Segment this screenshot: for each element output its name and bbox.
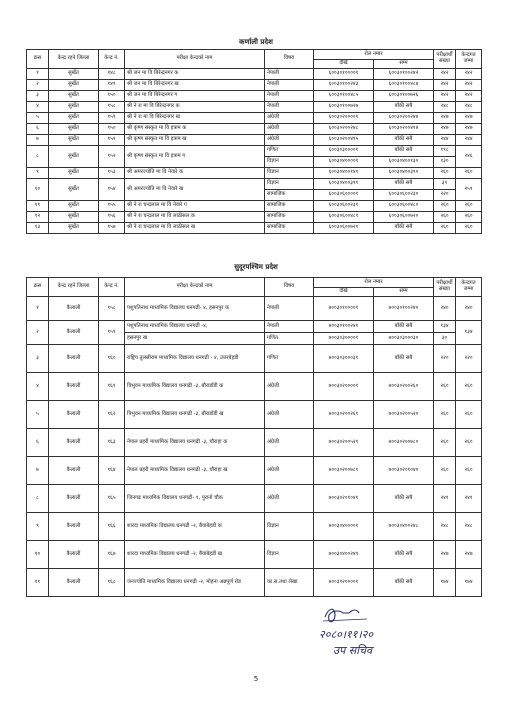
header-roll-to: सम्म bbox=[374, 288, 434, 297]
cell-examinees: २६० bbox=[434, 201, 456, 212]
cell-centre-name: शारदा माध्यमिक विद्यालय धनगढी -२, बैयाबेहडी ख bbox=[125, 541, 265, 569]
cell-subject: सामाजिक bbox=[265, 212, 314, 223]
cell-district: कैलाली bbox=[49, 541, 99, 569]
cell-centre-name: श्री ने रा चन्द्रलाल मा वि नेवारे ग bbox=[125, 201, 265, 212]
cell-centre-no: १६७ bbox=[99, 541, 125, 569]
cell-centre-no: १५९ bbox=[99, 321, 125, 345]
cell-examinees: १७४ bbox=[434, 569, 456, 597]
cell-roll-from: ६००३०२००२४८ bbox=[314, 124, 374, 135]
cell-examinees: २४२ bbox=[434, 80, 456, 91]
cell-examinees: २६० bbox=[434, 168, 456, 179]
cell-roll-to: बाँकी सबै bbox=[374, 541, 434, 569]
cell-subject: नेपाली bbox=[265, 321, 314, 333]
cell-roll-from: ६००३०१००४८५ bbox=[314, 91, 374, 102]
cell-district: कैलाली bbox=[49, 345, 99, 373]
table-row bbox=[27, 80, 482, 91]
cell-roll-from: ७००३०२००२६१ bbox=[314, 401, 374, 429]
cell-roll-to: ७००३०२०१०४० bbox=[374, 457, 434, 485]
table-row bbox=[27, 297, 482, 321]
cell-roll-to: ६००३०१००२४२ bbox=[374, 69, 434, 80]
cell-roll-from: ६००३०४००००१ bbox=[314, 157, 374, 168]
header-centre-total: केन्द्रगत जम्मा bbox=[456, 50, 482, 69]
cell-subject: अंग्रेजी bbox=[265, 124, 314, 135]
cell-centre-name: हसनपुर ख bbox=[125, 333, 265, 345]
table-row bbox=[27, 179, 482, 190]
cell-roll-to: ७००३०३०००३० bbox=[374, 333, 434, 345]
cell-examinees: २४७ bbox=[434, 113, 456, 124]
cell-centre-name: श्री जन मा वि बिरेन्द्रनगर क bbox=[125, 69, 265, 80]
cell-district: सुर्खेत bbox=[49, 102, 99, 113]
cell-roll-to: ६००३०१००४८४ bbox=[374, 80, 434, 91]
cell-centre-no: १४९ bbox=[99, 80, 125, 91]
table-row bbox=[27, 69, 482, 80]
cell-centre-name: नेपाल प्रहरी माध्यमिक विद्यालय धनगढी -३, चौराहा क bbox=[125, 429, 265, 457]
cell-subject: विज्ञान bbox=[265, 541, 314, 569]
cell-centre-name: श्री कृष्ण संस्कृत मा वि इत्राम ग bbox=[125, 146, 265, 168]
cell-sn: ८ bbox=[27, 146, 49, 168]
cell-examinees: ३० bbox=[434, 333, 456, 345]
cell-centre-name: श्री जन मा वि बिरेन्द्रनगर ख bbox=[125, 80, 265, 91]
cell-examinees: १३४ bbox=[434, 321, 456, 333]
cell-district: कैलाली bbox=[49, 373, 99, 401]
cell-subject: अंग्रेजी bbox=[265, 135, 314, 146]
cell-district: कैलाली bbox=[49, 513, 99, 541]
cell-roll-from: ६००३०६००४८१ bbox=[314, 212, 374, 223]
sudurpaschim-centre-table bbox=[26, 277, 482, 597]
cell-centre-total: २४२ bbox=[456, 80, 482, 91]
cell-centre-name: राष्ट्रिय तुलसीराम माध्यमिक विद्यालय धनगढी - ४, उत्तरबेहडी bbox=[125, 345, 265, 373]
cell-subject: गणित bbox=[265, 333, 314, 345]
table-row bbox=[27, 201, 482, 212]
cell-centre-total: २४२ bbox=[456, 91, 482, 102]
cell-subject: अंग्रेजी bbox=[265, 485, 314, 513]
cell-roll-to: बाँकी सबै bbox=[374, 135, 434, 146]
cell-subject: सामाजिक bbox=[265, 190, 314, 201]
cell-district: सुर्खेत bbox=[49, 69, 99, 80]
header-centre-no: केन्द्र नं. bbox=[99, 278, 125, 297]
signature-date: २०८०।११।२० bbox=[319, 628, 374, 641]
table-row bbox=[27, 541, 482, 569]
cell-centre-total: २४१ bbox=[456, 485, 482, 513]
cell-district: कैलाली bbox=[49, 485, 99, 513]
cell-district: कैलाली bbox=[49, 321, 99, 345]
cell-sn: २ bbox=[27, 80, 49, 91]
cell-centre-name: शारदा माध्यमिक विद्यालय धनगढी -२, बैयाबेहडी क bbox=[125, 513, 265, 541]
cell-centre-no: १४८ bbox=[99, 69, 125, 80]
cell-centre-total: २४८ bbox=[456, 513, 482, 541]
cell-examinees: २४२ bbox=[434, 91, 456, 102]
cell-subject: सामाजिक bbox=[265, 201, 314, 212]
cell-sn: ८ bbox=[27, 485, 49, 513]
header-sn: क्रस bbox=[27, 50, 49, 69]
header-roll-number: रोल नम्बर bbox=[314, 278, 434, 288]
cell-centre-total: २४७ bbox=[456, 541, 482, 569]
cell-centre-no: १५१ bbox=[99, 135, 125, 146]
cell-centre-no: १५८ bbox=[99, 102, 125, 113]
cell-examinees: २६० bbox=[434, 457, 456, 485]
cell-centre-name: पशुपतिनाथ माध्यमिक विद्यालय धनगढी -४, bbox=[125, 321, 265, 333]
cell-centre-total: २४० bbox=[456, 297, 482, 321]
cell-roll-to: ७००३०२००७८० bbox=[374, 429, 434, 457]
cell-district: सुर्खेत bbox=[49, 201, 99, 212]
cell-roll-from: ७००३०३०००३१ bbox=[314, 345, 374, 373]
cell-sn: ५ bbox=[27, 113, 49, 124]
cell-centre-total: २६० bbox=[456, 401, 482, 429]
cell-centre-total: २४७ bbox=[456, 124, 482, 135]
cell-centre-total: २६० bbox=[456, 212, 482, 223]
cell-centre-no: १६८ bbox=[99, 569, 125, 597]
cell-roll-to: ६००३०६००४८० bbox=[374, 201, 434, 212]
table-row bbox=[27, 102, 482, 113]
cell-examinees: २४७ bbox=[434, 124, 456, 135]
cell-sn: ९ bbox=[27, 168, 49, 179]
table-row bbox=[27, 485, 482, 513]
cell-examinees: २४८ bbox=[434, 102, 456, 113]
cell-roll-from: ७००३०२००५२१ bbox=[314, 429, 374, 457]
cell-roll-from: ७००३०४००२४९ bbox=[314, 541, 374, 569]
signature-designation: उप सचिव bbox=[333, 644, 373, 657]
cell-district: सुर्खेत bbox=[49, 91, 99, 102]
cell-subject: का.स.तथा लेखा bbox=[265, 569, 314, 597]
cell-sn: १० bbox=[27, 179, 49, 201]
cell-subject: सामाजिक bbox=[265, 223, 314, 234]
cell-district: सुर्खेत bbox=[49, 146, 99, 168]
cell-subject: नेपाली bbox=[265, 69, 314, 80]
cell-roll-from: ७००३०१००२४१ bbox=[314, 321, 374, 333]
cell-sn: ६ bbox=[27, 429, 49, 457]
cell-centre-no: १५४ bbox=[99, 179, 125, 201]
page-number: 5 bbox=[253, 675, 259, 683]
cell-sn: २ bbox=[27, 321, 49, 345]
cell-sn: १ bbox=[27, 69, 49, 80]
cell-centre-total: २६० bbox=[456, 201, 482, 212]
table-row bbox=[27, 513, 482, 541]
cell-centre-name: त्रिभुवन माध्यमिक विद्यालय धनगढी -३, बौराडाँडी ख bbox=[125, 401, 265, 429]
cell-roll-to: ६००३०६००२३० bbox=[374, 190, 434, 201]
cell-roll-to: ६००३०२००४१४ bbox=[374, 124, 434, 135]
header-roll-number: रोल नम्बर bbox=[314, 50, 434, 60]
cell-centre-total: १३४ bbox=[456, 321, 482, 345]
cell-subject: अंग्रेजी bbox=[265, 113, 314, 124]
cell-centre-no: १५६ bbox=[99, 212, 125, 223]
cell-roll-from: ६००३०४००३९१ bbox=[314, 179, 374, 190]
cell-roll-to: ६००३०४००३९० bbox=[374, 168, 434, 179]
table-row bbox=[27, 457, 482, 485]
table-row bbox=[27, 113, 482, 124]
cell-district: कैलाली bbox=[49, 569, 99, 597]
cell-roll-from: ६००३०६००००१ bbox=[314, 190, 374, 201]
cell-roll-to: ७००३०४००२४८ bbox=[374, 513, 434, 541]
cell-roll-from: ६००३०२००४९५ bbox=[314, 135, 374, 146]
cell-roll-from: ७००३९२००००१ bbox=[314, 569, 374, 597]
cell-roll-to: बाँकी सबै bbox=[374, 146, 434, 157]
header-centre-total: केन्द्रगत जम्मा bbox=[456, 278, 482, 297]
cell-centre-total: २४२ bbox=[456, 69, 482, 80]
cell-examinees: २४४ bbox=[434, 135, 456, 146]
cell-examinees: २४७ bbox=[434, 541, 456, 569]
cell-subject: विज्ञान bbox=[265, 168, 314, 179]
cell-roll-from: ७००३०२००७८१ bbox=[314, 457, 374, 485]
cell-roll-to: बाँकी सबै bbox=[374, 569, 434, 597]
header-district: केन्द्र रहने जिल्ला bbox=[49, 278, 99, 297]
cell-subject: अंग्रेजी bbox=[265, 401, 314, 429]
table-row bbox=[27, 124, 482, 135]
header-roll-from: देखि bbox=[314, 288, 374, 297]
cell-subject: अंग्रेजी bbox=[265, 457, 314, 485]
cell-roll-from: ७००३०४००००१ bbox=[314, 513, 374, 541]
cell-roll-from: ६००३०३००००१ bbox=[314, 146, 374, 157]
cell-roll-to: ७००३०२००५२० bbox=[374, 401, 434, 429]
table-row bbox=[27, 429, 482, 457]
cell-roll-from: ६००३०६००७२१ bbox=[314, 223, 374, 234]
cell-district: सुर्खेत bbox=[49, 223, 99, 234]
cell-centre-no: १५७ bbox=[99, 223, 125, 234]
cell-centre-total: १७४ bbox=[456, 569, 482, 597]
cell-centre-name: पशुपतिनाथ माध्यमिक विद्यालय धनगढी- ४, हसनपुर क bbox=[125, 297, 265, 321]
cell-district: सुर्खेत bbox=[49, 124, 99, 135]
cell-centre-no: १५० bbox=[99, 91, 125, 102]
cell-examinees: २४० bbox=[434, 297, 456, 321]
cell-centre-no: १६३ bbox=[99, 429, 125, 457]
cell-roll-to: बाँकी सबै bbox=[374, 223, 434, 234]
cell-centre-no: १६६ bbox=[99, 513, 125, 541]
table-row bbox=[27, 91, 482, 102]
cell-centre-total: २४८ bbox=[456, 102, 482, 113]
cell-district: सुर्खेत bbox=[49, 212, 99, 223]
cell-sn: १ bbox=[27, 297, 49, 321]
cell-sn: ४ bbox=[27, 102, 49, 113]
table-row bbox=[27, 146, 482, 157]
cell-district: सुर्खेत bbox=[49, 168, 99, 179]
table-row bbox=[27, 223, 482, 234]
cell-district: कैलाली bbox=[49, 297, 99, 321]
cell-centre-total: २६० bbox=[456, 429, 482, 457]
table-row bbox=[27, 168, 482, 179]
cell-district: सुर्खेत bbox=[49, 113, 99, 124]
table-row bbox=[27, 401, 482, 429]
cell-roll-to: ७००३०१००२४० bbox=[374, 297, 434, 321]
cell-sn: ५ bbox=[27, 401, 49, 429]
cell-centre-total: २२० bbox=[456, 345, 482, 373]
cell-centre-total: २४७ bbox=[456, 113, 482, 124]
cell-roll-from: ७००३०३००००१ bbox=[314, 333, 374, 345]
cell-examinees: ३९ bbox=[434, 179, 456, 190]
header-centre-no: केन्द्र नं. bbox=[99, 50, 125, 69]
cell-examinees: २६० bbox=[434, 401, 456, 429]
table-row bbox=[27, 321, 482, 333]
cell-centre-name: श्री ने रा चन्द्रलाल मा वि लाठीसल ख bbox=[125, 223, 265, 234]
header-examinees: परीक्षार्थी संख्या bbox=[434, 50, 456, 69]
cell-subject: गणित bbox=[265, 146, 314, 157]
cell-subject: गणित bbox=[265, 345, 314, 373]
cell-centre-no: १६५ bbox=[99, 485, 125, 513]
cell-centre-name: नेपाल प्रहरी माध्यमिक विद्यालय धनगढी -३, चौराहा ख bbox=[125, 457, 265, 485]
cell-roll-from: ६००३०६००२३१ bbox=[314, 201, 374, 212]
cell-examinees: २४८ bbox=[434, 513, 456, 541]
cell-centre-name: श्री अमरज्योति मा वि नेवारे ख bbox=[125, 179, 265, 201]
cell-roll-to: बाँकी सबै bbox=[374, 485, 434, 513]
cell-district: कैलाली bbox=[49, 429, 99, 457]
cell-centre-total: २६० bbox=[456, 168, 482, 179]
cell-examinees: २४२ bbox=[434, 69, 456, 80]
cell-sn: ४ bbox=[27, 373, 49, 401]
cell-subject: विज्ञान bbox=[265, 179, 314, 190]
cell-subject: नेपाली bbox=[265, 91, 314, 102]
cell-roll-to: बाँकी सबै bbox=[374, 102, 434, 113]
cell-roll-to: ६००३०१००७२६ bbox=[374, 91, 434, 102]
cell-centre-no: १५९ bbox=[99, 113, 125, 124]
cell-examinees: २२० bbox=[434, 190, 456, 201]
cell-roll-from: ६००३०१००७२७ bbox=[314, 102, 374, 113]
cell-sn: ११ bbox=[27, 569, 49, 597]
cell-roll-from: ६००३०२००००१ bbox=[314, 113, 374, 124]
cell-subject: नेपाली bbox=[265, 297, 314, 321]
cell-centre-name: जनज्योति माध्यमिक विद्यालय धनगढी -२, मोहना अन्नपूर्ण रोड bbox=[125, 569, 265, 597]
cell-roll-to: ६००३०४००१३० bbox=[374, 157, 434, 168]
cell-centre-total: २४४ bbox=[456, 135, 482, 146]
cell-roll-from: ६००३०१००००१ bbox=[314, 69, 374, 80]
header-sn: क्रस bbox=[27, 278, 49, 297]
cell-centre-total: २६० bbox=[456, 373, 482, 401]
cell-centre-name: श्री अमरज्योति मा वि नेवारे क bbox=[125, 168, 265, 179]
header-centre-name: परीक्षा केन्द्रको नाम bbox=[125, 50, 265, 69]
cell-sn: १३ bbox=[27, 223, 49, 234]
cell-district: कैलाली bbox=[49, 401, 99, 429]
cell-sn: ११ bbox=[27, 201, 49, 212]
cell-roll-from: ७००३०२०१०४१ bbox=[314, 485, 374, 513]
cell-district: कैलाली bbox=[49, 457, 99, 485]
cell-examinees: १३० bbox=[434, 157, 456, 168]
cell-sn: ७ bbox=[27, 457, 49, 485]
cell-subject: विज्ञान bbox=[265, 513, 314, 541]
cell-centre-name: श्री कृष्ण संस्कृत मा वि इत्राम ख bbox=[125, 135, 265, 146]
cell-examinees: २६० bbox=[434, 212, 456, 223]
cell-sn: १० bbox=[27, 541, 49, 569]
header-subject: विषय bbox=[265, 278, 314, 297]
cell-subject: अंग्रेजी bbox=[265, 373, 314, 401]
cell-centre-no: १५५ bbox=[99, 201, 125, 212]
cell-centre-name: श्री कृष्ण संस्कृत मा वि इत्राम क bbox=[125, 124, 265, 135]
karnali-centre-table bbox=[26, 49, 482, 234]
header-roll-from: देखि bbox=[314, 60, 374, 69]
cell-roll-from: ६००३०४००१४१ bbox=[314, 168, 374, 179]
cell-roll-from: ७००३०२००००१ bbox=[314, 373, 374, 401]
cell-centre-no: १५० bbox=[99, 124, 125, 135]
cell-centre-no: १६१ bbox=[99, 373, 125, 401]
cell-centre-no: १६२ bbox=[99, 401, 125, 429]
cell-examinees: २२० bbox=[434, 345, 456, 373]
cell-centre-name: जिनगढ माध्यमिक विद्यालय धनगढी- १, पुरानो चौक bbox=[125, 485, 265, 513]
cell-examinees: १९८ bbox=[434, 146, 456, 157]
cell-centre-total: २६० bbox=[456, 223, 482, 234]
cell-examinees: २४१ bbox=[434, 485, 456, 513]
cell-sn: ९ bbox=[27, 513, 49, 541]
cell-subject: नेपाली bbox=[265, 102, 314, 113]
cell-centre-total: २४६ bbox=[456, 146, 482, 168]
header-centre-name: परीक्षा केन्द्रको नाम bbox=[125, 278, 265, 297]
table-row bbox=[27, 569, 482, 597]
cell-roll-to: ६००३०२००२४७ bbox=[374, 113, 434, 124]
cell-centre-no: १६० bbox=[99, 345, 125, 373]
official-signature bbox=[305, 603, 415, 663]
cell-sn: ३ bbox=[27, 91, 49, 102]
section-title-karnali: कर्णाली प्रदेश bbox=[239, 38, 273, 46]
cell-centre-name: श्री जन मा वि बिरेन्द्रनगर ग bbox=[125, 91, 265, 102]
cell-centre-name: श्री ने रा मा वि बिरेन्द्रनगर क bbox=[125, 102, 265, 113]
cell-centre-no: १५२ bbox=[99, 146, 125, 168]
cell-subject: विज्ञान bbox=[265, 157, 314, 168]
cell-examinees: २६० bbox=[434, 429, 456, 457]
header-roll-to: सम्म bbox=[374, 60, 434, 69]
table-row bbox=[27, 135, 482, 146]
cell-subject: अंग्रेजी bbox=[265, 429, 314, 457]
table-row bbox=[27, 212, 482, 223]
cell-district: सुर्खेत bbox=[49, 179, 99, 201]
header-subject: विषय bbox=[265, 50, 314, 69]
cell-roll-from: ६००३०१००२४३ bbox=[314, 80, 374, 91]
header-examinees: परीक्षार्थी संख्या bbox=[434, 278, 456, 297]
cell-centre-no: १५८ bbox=[99, 297, 125, 321]
cell-subject: नेपाली bbox=[265, 80, 314, 91]
cell-sn: ७ bbox=[27, 135, 49, 146]
cell-sn: ६ bbox=[27, 124, 49, 135]
cell-centre-total: २५९ bbox=[456, 179, 482, 201]
cell-district: सुर्खेत bbox=[49, 80, 99, 91]
cell-centre-no: १६४ bbox=[99, 457, 125, 485]
cell-centre-name: त्रिभुवन माध्यमिक विद्यालय धनगढी -३, बौराडाँडी क bbox=[125, 373, 265, 401]
cell-examinees: २६० bbox=[434, 223, 456, 234]
cell-roll-to: बाँकी सबै bbox=[374, 179, 434, 190]
section-title-sudurpaschim: सुदूरपश्चिम प्रदेश bbox=[234, 263, 278, 271]
header-district: केन्द्र रहने जिल्ला bbox=[49, 50, 99, 69]
cell-roll-to: बाँकी सबै bbox=[374, 345, 434, 373]
cell-sn: १२ bbox=[27, 212, 49, 223]
cell-sn: ३ bbox=[27, 345, 49, 373]
cell-centre-name: श्री ने रा चन्द्रलाल मा वि लाठीसल क bbox=[125, 212, 265, 223]
cell-roll-from: ७००३०१००००१ bbox=[314, 297, 374, 321]
cell-examinees: २६० bbox=[434, 373, 456, 401]
cell-centre-name: श्री ने रा मा वि बिरेन्द्रनगर ख bbox=[125, 113, 265, 124]
cell-centre-no: १५३ bbox=[99, 168, 125, 179]
cell-roll-to: बाँकी सबै bbox=[374, 321, 434, 333]
cell-centre-total: २६० bbox=[456, 457, 482, 485]
cell-roll-to: ६००३०६००७२० bbox=[374, 212, 434, 223]
cell-district: सुर्खेत bbox=[49, 135, 99, 146]
cell-roll-to: ७००३०२००२६० bbox=[374, 373, 434, 401]
table-row bbox=[27, 345, 482, 373]
table-row bbox=[27, 373, 482, 401]
